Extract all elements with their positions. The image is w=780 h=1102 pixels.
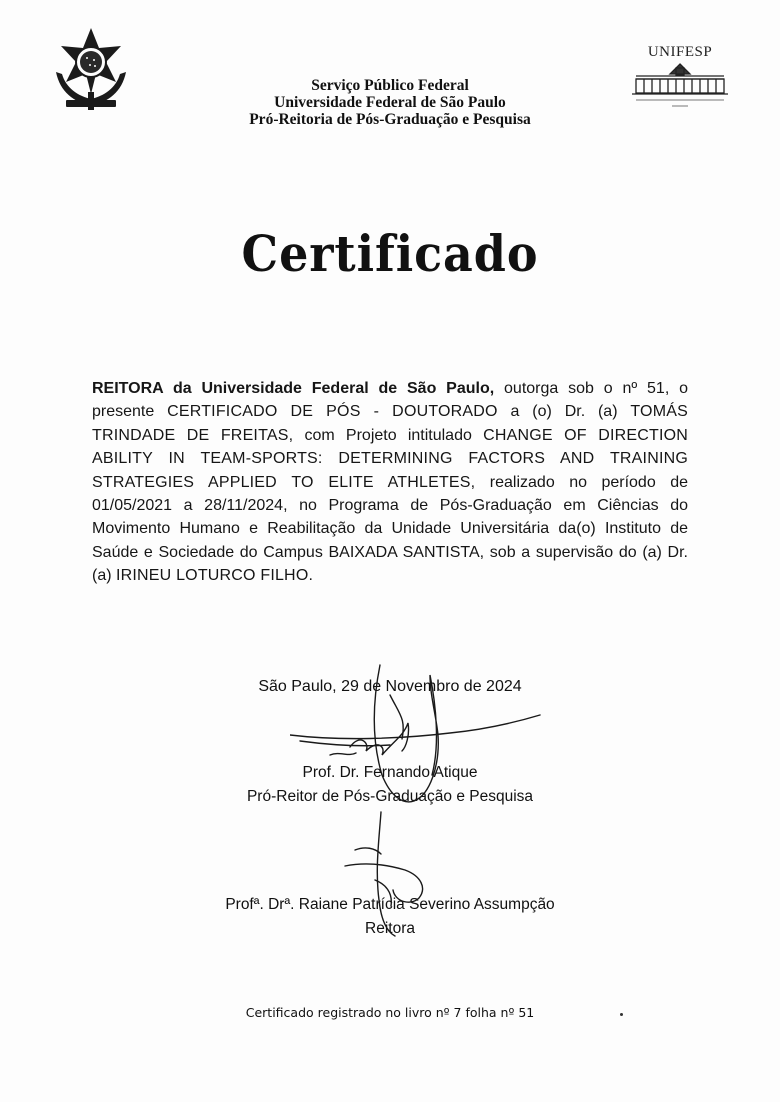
issue-date: São Paulo, 29 de Novembro de 2024: [258, 678, 522, 695]
body-supervisor-name: IRINEU LOTURCO FILHO.: [116, 567, 314, 585]
brazil-coat-of-arms-icon: [50, 26, 132, 112]
body-recipient-name: TOMÁS TRINDADE DE FREITAS,: [92, 403, 688, 444]
header-line-3: Pró-Reitoria de Pós-Graduação e Pesquisa: [249, 111, 531, 128]
signatory-2-role: Reitora: [365, 920, 415, 937]
unifesp-name: UNIFESP: [647, 44, 713, 60]
registry-note: Certificado registrado no livro nº 7 folha nº 51: [245, 1005, 535, 1020]
body-project-title: CHANGE OF DIRECTION ABILITY IN TEAM-SPORTS: DETERMINING FACTORS AND TRAINING STRATEGIES APPLIED TO ELITE ATHLETES,: [92, 426, 688, 491]
certificate-title: Certificado: [241, 224, 539, 283]
institution-header: [180, 77, 600, 128]
body-issuer: REITORA da Universidade Federal de São Paulo,: [92, 380, 495, 397]
body-text-1: outorga sob o nº 51, o presente: [92, 380, 688, 421]
body-certificate-type: CERTIFICADO DE PÓS - DOUTORADO: [167, 403, 498, 421]
body-text-4: realizado no período de 01/05/2021 a 28/11/2024, no Programa de Pós-Graduação em Ciências do Movimento Humano e Reabilitação da Unidade Universitária da(o) Instituto de Saúde e Sociedade do Campus BAIXADA SANTISTA, sob a supervisão do (a) Dr. (a): [92, 473, 688, 585]
signatory-1-name: Prof. Dr. Fernando Atique: [302, 764, 478, 781]
signatory-1-role: Pró-Reitor de Pós-Graduação e Pesquisa: [246, 788, 534, 805]
certificate-body: [92, 377, 688, 588]
body-text-2: a (o) Dr. (a): [497, 403, 631, 421]
body-text-3: com Projeto intitulado: [293, 426, 484, 444]
ink-dot: [620, 1013, 623, 1016]
header-line-1: Serviço Público Federal: [311, 77, 469, 94]
university-building-icon: [630, 62, 730, 108]
header-line-2: Universidade Federal de São Paulo: [274, 94, 506, 111]
signatory-2-name: Profª. Drª. Raiane Patrícia Severino Assumpção: [225, 896, 555, 913]
unifesp-logo: [626, 44, 734, 120]
